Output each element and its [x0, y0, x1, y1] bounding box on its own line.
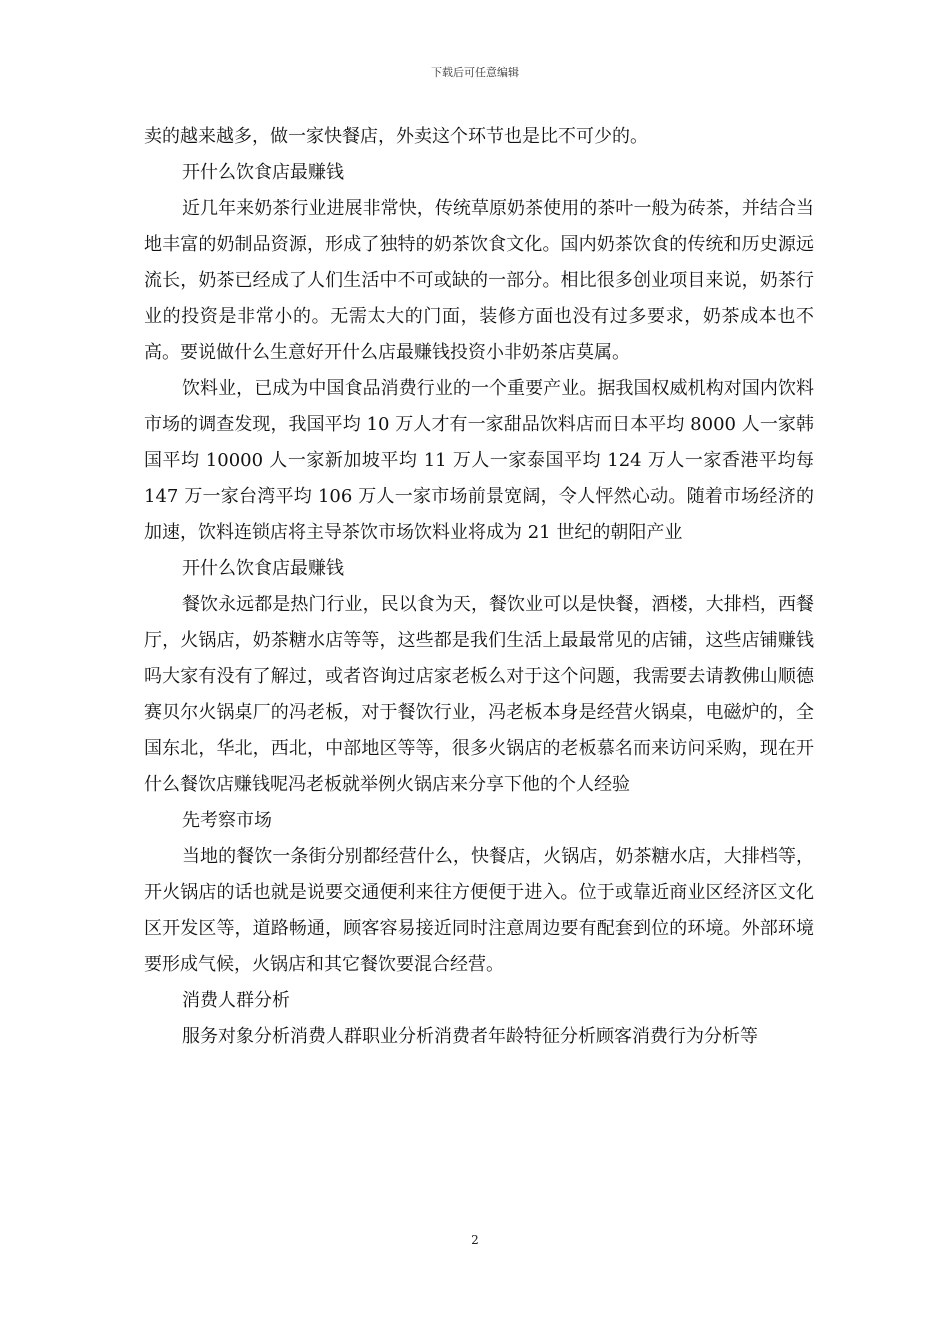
section-heading: 开什么饮食店最赚钱 — [182, 558, 344, 579]
paragraph: 当地的餐饮一条街分别都经营什么，快餐店，火锅店，奶茶糖水店，大排档等，开火锅店的话也就是说要交通便利来往方便便于进入。位于或靠近商业区经济区文化区开发区等，道路畅通，顾客容易接近同时注意周边要有配套到位的环境。外部环境要形成气候，火锅店和其它餐饮要混合经营。 — [144, 846, 814, 975]
page-header: 下载后可任意编辑 — [431, 66, 519, 79]
page-number: 2 — [471, 1233, 479, 1247]
paragraph: 餐饮永远都是热门行业，民以食为天，餐饮业可以是快餐，酒楼，大排档，西餐厅，火锅店，奶茶糖水店等等，这些都是我们生活上最最常见的店铺，这些店铺赚钱吗大家有没有了解过，或者咨询过店家老板么对于这个问题，我需要去请教佛山顺德赛贝尔火锅桌厂的冯老板，对于餐饮行业，冯老板本身是经营火锅桌，电磁炉的，全国东北，华北，西北，中部地区等等，很多火锅店的老板慕名而来访问采购，现在开什么餐饮店赚钱呢冯老板就举例火锅店来分享下他的个人经验 — [144, 594, 814, 795]
section-heading: 先考察市场 — [182, 810, 272, 831]
document-body — [144, 119, 814, 1055]
section-heading: 消费人群分析 — [182, 990, 290, 1011]
paragraph: 服务对象分析消费人群职业分析消费者年龄特征分析顾客消费行为分析等 — [182, 1026, 758, 1047]
paragraph: 饮料业，已成为中国食品消费行业的一个重要产业。据我国权威机构对国内饮料市场的调查发现，我国平均 10 万人才有一家甜品饮料店而日本平均 8000 人一家韩国平均 10000 人一家新加坡平均 11 万人一家泰国平均 124 万人一家香港平均每 147 万一家台湾平均 106 万人一家市场前景宽阔，令人怦然心动。随着市场经济的加速，饮料连锁店将主导茶饮市场饮料业将成为 21 世纪的朝阳产业 — [144, 378, 814, 543]
section-heading: 开什么饮食店最赚钱 — [182, 162, 344, 183]
paragraph: 卖的越来越多，做一家快餐店，外卖这个环节也是比不可少的。 — [144, 126, 648, 147]
paragraph: 近几年来奶茶行业进展非常快，传统草原奶茶使用的茶叶一般为砖茶，并结合当地丰富的奶制品资源，形成了独特的奶茶饮食文化。国内奶茶饮食的传统和历史源远流长，奶茶已经成了人们生活中不可或缺的一部分。相比很多创业项目来说，奶茶行业的投资是非常小的。无需太大的门面，装修方面也没有过多要求，奶茶成本也不高。要说做什么生意好开什么店最赚钱投资小非奶茶店莫属。 — [144, 198, 814, 363]
